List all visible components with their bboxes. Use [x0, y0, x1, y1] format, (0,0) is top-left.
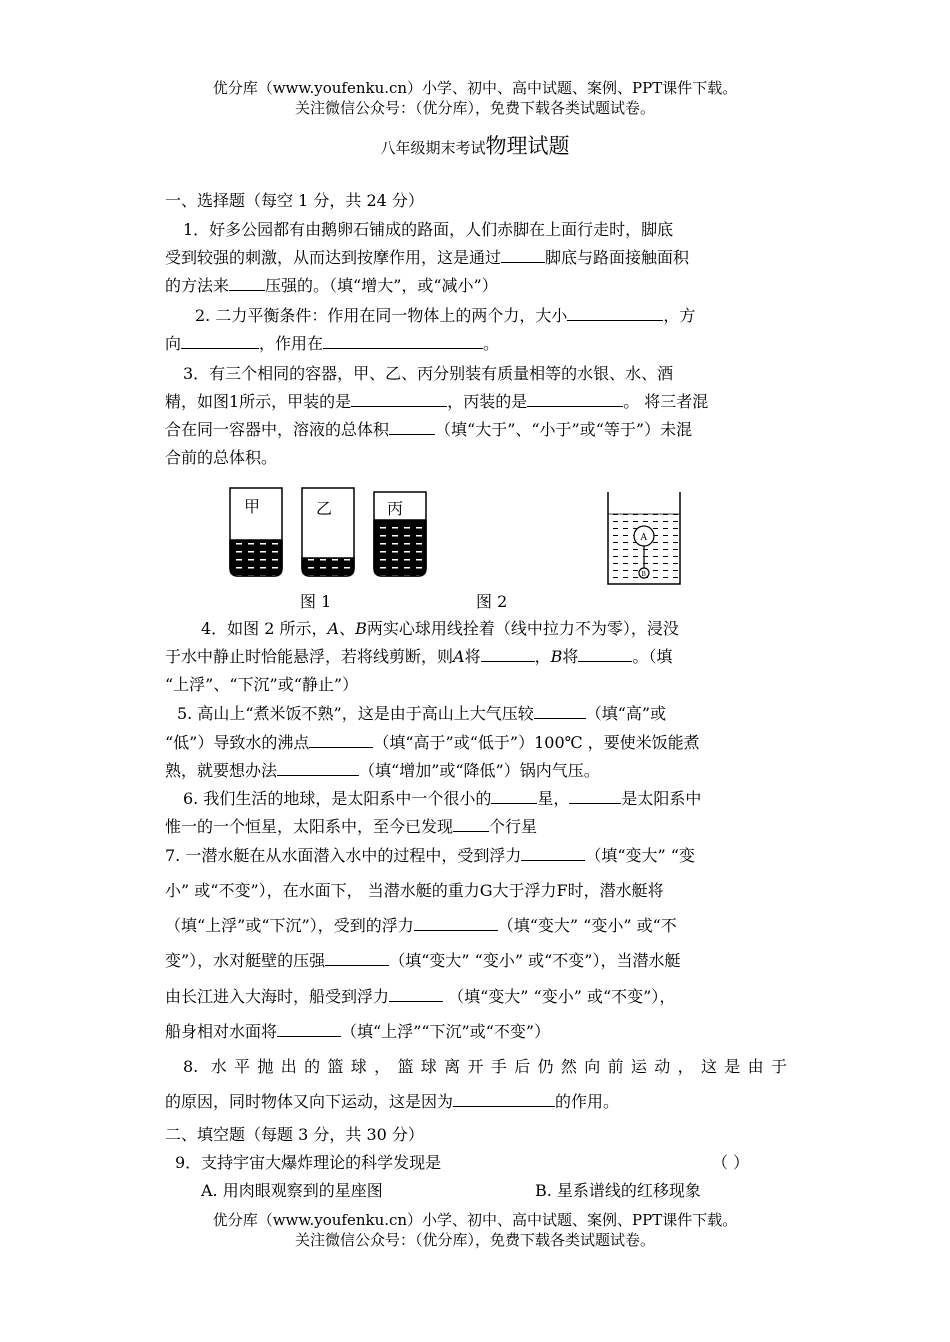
- blank[interactable]: [181, 334, 259, 349]
- page-title: 八年级期末考试物理试题: [380, 134, 570, 158]
- q4-line: 于水中静止时恰能悬浮，若将线剪断，则A将 ，B将 。（填: [165, 647, 673, 666]
- footer-line-2: 关注微信公众号：（优分库），免费下载各类试题试卷。: [294, 1231, 655, 1249]
- blank[interactable]: [569, 789, 621, 804]
- blank[interactable]: [578, 647, 632, 662]
- answer-paren[interactable]: （ ）: [712, 1153, 750, 1172]
- figure-1-caption: 图 1: [300, 592, 332, 611]
- svg-text:B: B: [641, 571, 646, 578]
- q1-line: 1．好多公园都有由鹅卵石铺成的路面，人们赤脚在上面行走时，脚底: [183, 220, 674, 239]
- figure-1-containers: [222, 484, 432, 584]
- q1-line: 的方法来 压强的。（填“增大”，或“减小”）: [165, 276, 498, 295]
- q7-line: 船身相对水面将 （填“上浮”“下沉”或“不变”）: [165, 1022, 551, 1041]
- q3-line: 合前的总体积。: [165, 448, 278, 467]
- container-jia: [230, 488, 282, 576]
- blank[interactable]: [453, 817, 489, 832]
- blank[interactable]: [567, 306, 663, 321]
- q3-line: 精，如图1所示，甲装的是 ，丙装的是 。 将三者混: [165, 392, 709, 411]
- q2-line: 2. 二力平衡条件：作用在同一物体上的两个力，大小 ，方: [195, 306, 696, 325]
- container-bing: [374, 492, 426, 576]
- q7-line: 变”），水对艇壁的压强 （填“变大” “变小” 或“不变”），当潜水艇: [165, 951, 681, 970]
- blank[interactable]: [309, 733, 373, 748]
- blank[interactable]: [414, 916, 498, 931]
- section-heading: 二、填空题（每题 3 分，共 30 分）: [165, 1125, 424, 1144]
- footer-line-1: 优分库（www.youfenku.cn）小学、初中、高中试题、案例、PPT课件下载。: [212, 1211, 738, 1229]
- q5-line: 5. 高山上“煮米饭不熟”，这是由于高山上大气压较 （填“高”或: [177, 704, 667, 723]
- q6-line: 6. 我们生活的地球，是太阳系中一个很小的 星， 是太阳系中: [183, 789, 702, 808]
- blank[interactable]: [351, 392, 447, 407]
- label-jia: 甲: [244, 497, 261, 516]
- label-yi: 乙: [316, 499, 333, 518]
- blank[interactable]: [491, 789, 537, 804]
- blank[interactable]: [389, 987, 443, 1002]
- q8-line: 8. 水平抛出的篮球，篮球离开手后仍然向前运动，这是由于: [183, 1057, 787, 1076]
- label-bing: 丙: [387, 499, 404, 518]
- blank[interactable]: [453, 1092, 555, 1107]
- q7-line: （填“上浮”或“下沉”），受到的浮力 （填“变大” “变小” 或“不: [165, 916, 677, 935]
- blank[interactable]: [501, 248, 545, 263]
- svg-text:A: A: [640, 533, 647, 543]
- figure-2-caption: 图 2: [476, 592, 508, 611]
- q7-line: 小” 或“不变”），在水面下， 当潜水艇的重力G大于浮力F时，潜水艇将: [165, 881, 664, 900]
- q2-line: 向 ，作用在 。: [165, 334, 500, 353]
- header-line-2: 关注微信公众号：（优分库），免费下载各类试题试卷。: [294, 99, 655, 117]
- q5-line: “低”）导致水的沸点 （填“高于”或“低于”）100℃ ，要使米饭能煮: [165, 733, 700, 752]
- header-line-1: 优分库（www.youfenku.cn）小学、初中、高中试题、案例、PPT课件下载。: [212, 79, 738, 97]
- q4-line: “上浮”、“下沉”或“静止”）: [165, 675, 359, 694]
- figure-2-beaker: [602, 490, 686, 588]
- blank[interactable]: [389, 420, 435, 435]
- q6-line: 惟一的一个恒星，太阳系中，至今已发现 个行星: [165, 817, 538, 836]
- q3-line: 合在同一容器中，溶液的总体积 （填“大于”、“小于”或“等于”）未混: [165, 420, 693, 439]
- blank[interactable]: [229, 276, 265, 291]
- blank[interactable]: [323, 334, 483, 349]
- q3-line: 3．有三个相同的容器，甲、乙、丙分别装有质量相等的水银、水、酒: [183, 364, 674, 383]
- q9-stem: 9．支持宇宙大爆炸理论的科学发现是: [175, 1153, 442, 1172]
- option-a[interactable]: A. 用肉眼观察到的星座图: [201, 1181, 383, 1200]
- blank[interactable]: [521, 846, 585, 861]
- q8-line: 的原因，同时物体又向下运动，这是因为 的作用。: [165, 1092, 620, 1111]
- q1-line: 受到较强的刺激，从而达到按摩作用，这是通过 脚底与路面接触面积: [165, 248, 690, 267]
- q4-line: 4．如图 2 所示，A、B两实心球用线拴着（线中拉力不为零），浸没: [201, 619, 679, 638]
- blank[interactable]: [277, 761, 359, 776]
- blank[interactable]: [481, 647, 535, 662]
- q5-line: 熟，就要想办法 （填“增加”或“降低”）锅内气压。: [165, 761, 600, 780]
- blank[interactable]: [527, 392, 623, 407]
- blank[interactable]: [277, 1022, 341, 1037]
- blank[interactable]: [325, 951, 389, 966]
- option-b[interactable]: B. 星系谱线的红移现象: [535, 1181, 701, 1200]
- q7-line: 由长江进入大海时，船受到浮力 （填“变大” “变小” 或“不变”），: [165, 987, 676, 1006]
- blank[interactable]: [534, 704, 586, 719]
- q7-line: 7. 一潜水艇在从水面潜入水中的过程中，受到浮力 （填“变大” “变: [165, 846, 695, 865]
- section-heading: 一、选择题（每空 1 分，共 24 分）: [165, 191, 424, 210]
- container-yi: [302, 488, 354, 576]
